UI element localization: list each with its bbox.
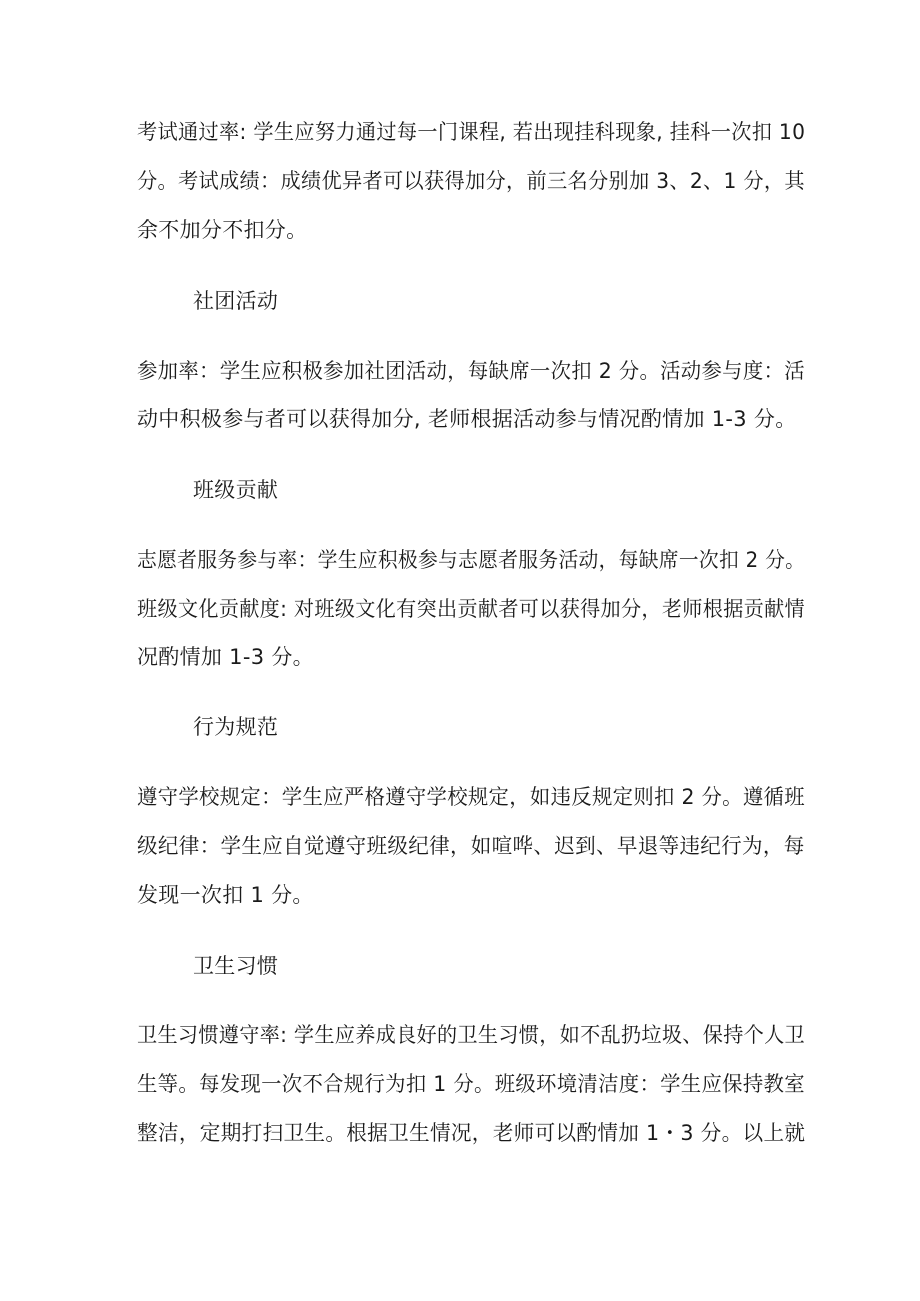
paragraph-line: 级纪律：学生应自觉遵守班级纪律，如喧哗、迟到、早退等违纪行为，每	[137, 834, 805, 858]
paragraph-line: 分。考试成绩：成绩优异者可以获得加分，前三名分别加 3、2、1 分，其	[137, 169, 805, 193]
paragraph-line: 整洁，定期打扫卫生。根据卫生情况，老师可以酌情加 1・3 分。以上就	[137, 1121, 806, 1145]
paragraph-line: 况酌情加 1-3 分。	[137, 645, 314, 669]
paragraph-line: 班级文化贡献度: 对班级文化有突出贡献者可以获得加分，老师根据贡献情	[137, 597, 805, 621]
paragraph-line: 考试通过率: 学生应努力通过每一门课程, 若出现挂科现象, 挂科一次扣 10	[137, 120, 806, 144]
section-heading-contribution: 班级贡献	[193, 478, 279, 502]
section-heading-clubs: 社团活动	[193, 289, 279, 313]
section-heading-behavior: 行为规范	[193, 715, 279, 739]
paragraph-line: 动中积极参与者可以获得加分, 老师根据活动参与情况酌情加 1-3 分。	[137, 407, 797, 431]
paragraph-line: 志愿者服务参与率：学生应积极参与志愿者服务活动，每缺席一次扣 2 分。	[137, 548, 806, 572]
paragraph-line: 余不加分不扣分。	[137, 218, 308, 242]
paragraph-line: 生等。每发现一次不合规行为扣 1 分。班级环境清洁度：学生应保持教室	[137, 1072, 805, 1096]
paragraph-line: 参加率：学生应积极参加社团活动，每缺席一次扣 2 分。活动参与度：活	[137, 359, 805, 383]
paragraph-line: 卫生习惯遵守率: 学生应养成良好的卫生习惯，如不乱扔垃圾、保持个人卫	[137, 1023, 805, 1047]
paragraph-line: 遵守学校规定：学生应严格遵守学校规定，如违反规定则扣 2 分。遵循班	[137, 785, 805, 809]
section-heading-hygiene: 卫生习惯	[193, 954, 279, 978]
paragraph-line: 发现一次扣 1 分。	[137, 883, 314, 907]
